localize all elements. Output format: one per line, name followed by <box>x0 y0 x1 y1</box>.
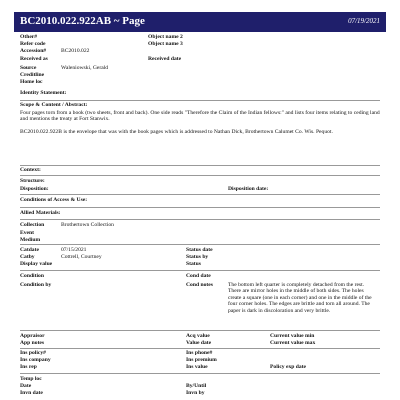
temp-loc-label: Temp loc <box>20 376 42 382</box>
current-value-min-label: Current value min <box>270 333 315 339</box>
catby-label: Catby <box>20 254 35 260</box>
source-label: Source <box>20 65 37 71</box>
acq-value-label: Acq value <box>186 333 210 339</box>
disposition-date-label: Disposition date: <box>228 186 269 192</box>
conditions-label: Conditions of Access & Use: <box>20 197 88 203</box>
ins-policy-label: Ins policy# <box>20 350 46 356</box>
cond-date-label: Cond date <box>186 273 211 279</box>
refer-code-label: Refer code <box>20 41 46 47</box>
policy-exp-date-label: Policy exp date <box>270 364 307 370</box>
context-label: Context: <box>20 167 41 173</box>
status-date-label: Status date <box>186 247 213 253</box>
status-by-label: Status by <box>186 254 209 260</box>
accession-label: Accession# <box>20 48 47 54</box>
identity-statement-label: Identity Statement: <box>20 90 67 96</box>
received-as-label: Received as <box>20 56 48 62</box>
disposition-label: Disposition: <box>20 186 49 192</box>
other-label: Other# <box>20 34 38 40</box>
catdate-label: Catdate <box>20 247 39 253</box>
divider <box>20 207 380 208</box>
print-date: 07/19/2021 <box>348 17 380 25</box>
record-title: BC2010.022.922AB ~ Page <box>20 15 145 27</box>
home-loc-label: Home loc <box>20 79 43 85</box>
catdate-value: 07/15/2021 <box>61 247 87 253</box>
divider <box>20 165 380 166</box>
medium-label: Medium <box>20 237 41 243</box>
accession-value: BC2010.022 <box>61 48 90 54</box>
condition-label: Condition <box>20 273 44 279</box>
ins-company-label: Ins company <box>20 357 51 363</box>
display-value-label: Display value <box>20 261 53 267</box>
scope-text-1: Four pages torn from a book (two sheets, front and back). One side reads "Therefore the Claim of the Indian fellows:" and lists four items relating to ceding land and mentions the treaty at Fort Stanwix. <box>20 110 380 123</box>
scope-label: Scope & Content / Abstract: <box>20 102 88 108</box>
cond-notes-value: The bottom left quarter is completely detached from the rest. There are mirror holes in the middle of both sides. The holes create a square (one in each corner) and one in the middle of the four corner holes. The edges are brittle and torn all around. The paper is dark in discoloration and very brittle. <box>228 282 372 314</box>
allied-materials-label: Allied Materials: <box>20 210 61 216</box>
ins-rep-label: Ins rep <box>20 364 37 370</box>
ins-premium-label: Ins premium <box>186 357 217 363</box>
received-date-label: Received date <box>148 56 182 62</box>
invn-date-label: Invn date <box>20 390 43 396</box>
creditline-label: Creditline <box>20 72 45 78</box>
page-header <box>14 12 386 32</box>
ins-value-label: Ins value <box>186 364 208 370</box>
divider <box>20 373 380 374</box>
divider <box>20 348 380 349</box>
date-label: Date <box>20 383 32 389</box>
divider <box>20 330 380 331</box>
source-value: Waleniowski, Gerald <box>61 65 109 71</box>
divider <box>20 100 380 101</box>
condition-by-label: Condition by <box>20 282 52 288</box>
invn-by-label: Invn by <box>186 390 205 396</box>
divider <box>20 194 380 195</box>
event-label: Event <box>20 230 34 236</box>
collection-value: Brothertown Collection <box>61 222 114 228</box>
by-until-label: By/Until <box>186 383 207 389</box>
object-name-2-label: Object name 2 <box>148 34 183 40</box>
divider <box>20 219 380 220</box>
scope-text-2: BC2010.022.922B is the envelope that was with the book pages which is addressed to Nathan Dick, Brothertown Calumet Co. Wis. Pequot. <box>20 129 333 135</box>
appraisor-label: Appraisor <box>20 333 45 339</box>
status-label: Status <box>186 261 201 267</box>
value-date-label: Value date <box>186 340 212 346</box>
divider <box>20 270 380 271</box>
ins-phone-label: Ins phone# <box>186 350 213 356</box>
cond-notes-label: Cond notes <box>186 282 213 288</box>
structure-label: Structure: <box>20 178 45 184</box>
object-name-3-label: Object name 3 <box>148 41 183 47</box>
divider <box>20 175 380 176</box>
app-notes-label: App notes <box>20 340 45 346</box>
current-value-max-label: Current value max <box>270 340 316 346</box>
collection-label: Collection <box>20 222 45 228</box>
catby-value: Cottrell, Courtney <box>61 254 102 260</box>
divider <box>20 244 380 245</box>
